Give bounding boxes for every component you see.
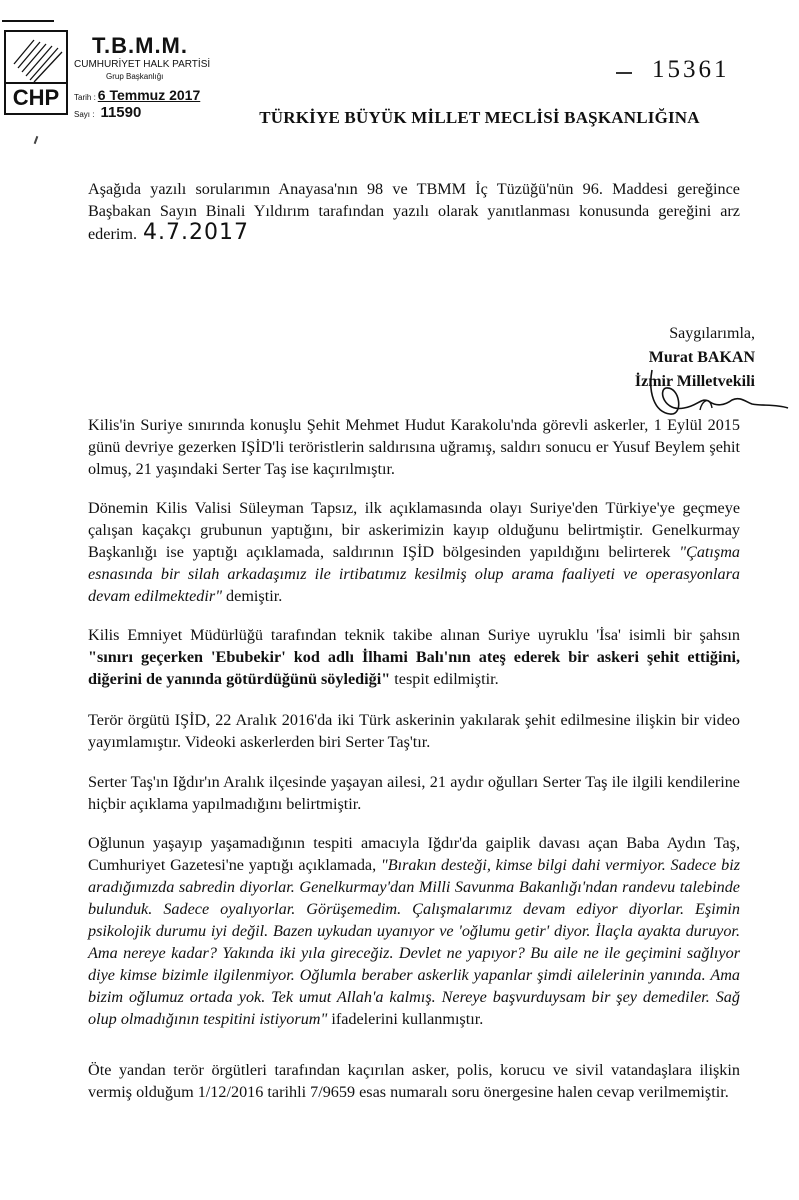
paragraph-6-quote: "Bırakın desteği, kimse bilgi dahi vermiyor. Sadece biz aradığımızda sabredin diyorlar. Genelkurmay'dan Milli Savunma Bakanlığı'ndan randevu talebinde bulunduk. Sadece oyalıyorlar. Görüşemedim. Çalışmalarımız devam ediyor diyorlar. Eşimin psikolojik durumu iyi değil. Bazen uykudan uyanıyor ve 'oğlumu getir' diyor. İlaçla ayakta duruyor. Ama nereye kadar? Yakında iki yıla gireceğiz. Devlet ne yapıyor? Bu aile ne ile geçimini sağlıyor diye kimse bizimle ilgilenmiyor. Oğlumla beraber askerlik yapanlar şimdi ailelerinin yanında. Ama bizim oğlumuz ortada yok. Tek umut Allah'a kalmış. Nereye başvurduysam bir şey demediler. Sağ olup olmadığının tespitini istiyorum" (88, 856, 740, 1028)
date-label: Tarih : (74, 93, 96, 102)
stamp-number: 15361 (652, 56, 730, 83)
paragraph-1: Kilis'in Suriye sınırında konuşlu Şehit Mehmet Hudut Karakolu'nda görevli askerler, 1 Eylül 2015 günü devriye gezerken IŞİD'li teröristlerin saldırısına uğramış, saldırı sonucu er Yusuf Beylem şehit olmuş, 21 yaşındaki Serter Taş ise kaçırılmıştır. (88, 416, 740, 478)
number-value: 11590 (100, 104, 142, 121)
signer-name: Murat BAKAN (648, 349, 755, 366)
party-emblem-icon (10, 34, 66, 84)
number-label: Sayı : (74, 110, 95, 119)
chp-logo (4, 30, 68, 115)
date-row (74, 87, 200, 103)
stamp-dash (616, 72, 632, 74)
intro-text: Aşağıda yazılı sorularımın Anayasa'nın 98 ve TBMM İç Tüzüğü'nün 96. Maddesi gereğince Başbakan Sayın Binali Yıldırım tarafından yazılı olarak yanıtlanması konusunda gereğini arz ederim. (88, 180, 740, 243)
paragraph-3-end: tespit edilmiştir. (390, 670, 499, 688)
paragraph-3 (88, 624, 740, 690)
paragraph-7: Öte yandan terör örgütleri tarafından kaçırılan asker, polis, korucu ve sivil vatandaşlara ilişkin vermiş olduğum 1/12/2016 tarihli 7/9659 esas numaralı soru önergesine halen cevap verilmemiştir. (88, 1061, 740, 1101)
paragraph-6 (88, 832, 740, 1030)
paragraph-4: Terör örgütü IŞİD, 22 Aralık 2016'da iki Türk askerinin yakılarak şehit edilmesine ilişkin bir video yayımlamıştır. Videoki askerlerden biri Serter Taş'tır. (88, 711, 740, 751)
date-value: 6 Temmuz 2017 (97, 87, 201, 103)
handwritten-signature (640, 362, 790, 422)
paragraph-2-text: Dönemin Kilis Valisi Süleyman Tapsız, ilk açıklamasında olayı Suriye'den Türkiye'ye geçmeye çalışan kaçakçı grubunun yaptığını, bir askerimizin kayıp olduğunu belirtmiştir. Genelkurmay Başkanlığı ise yaptığı açıklamada, saldırının IŞİD bölgesinden yapıldığını belirterek (88, 499, 740, 561)
paragraph-3-text: Kilis Emniyet Müdürlüğü tarafından teknik takibe alınan Suriye uyruklu 'İsa' isimli bir şahsın (88, 626, 740, 644)
paragraph-6-text: Oğlunun yaşayıp yaşamadığının tespiti amacıyla Iğdır'da gaiplik davası açan Baba Aydın Taş, Cumhuriyet Gazetesi'ne yaptığı açıklamada, (88, 834, 740, 874)
paragraph-6-end: ifadelerini kullanmıştır. (327, 1010, 484, 1028)
intro-paragraph (88, 178, 740, 245)
margin-mark (34, 136, 39, 144)
closing-text: Saygılarımla, (669, 325, 755, 342)
signer-role: İzmir Milletvekili (634, 373, 755, 390)
group-name: Grup Başkanlığı (106, 72, 164, 81)
paragraph-2-quote: "Çatışma esnasında bir silah arkadaşımız ile irtibatımız kesilmiş olup arama faaliyeti ve operasyonlara devam edilmektedir" (88, 543, 740, 605)
paragraph-2 (88, 497, 740, 607)
document-title: TÜRKİYE BÜYÜK MİLLET MECLİSİ BAŞKANLIĞINA (259, 108, 700, 127)
paragraph-3-bold: "sınırı geçerken 'Ebubekir' kod adlı İlhami Balı'nın ateş ederek bir askeri şehit ettiğini, diğerini de yanında götürdüğünü söylediği" (88, 648, 740, 688)
chp-logo-text: CHP (6, 82, 66, 110)
org-title: T.B.M.M. (92, 33, 188, 58)
paragraph-5: Serter Taş'ın Iğdır'ın Aralık ilçesinde yaşayan ailesi, 21 aydır oğulları Serter Taş ile ilgili kendilerine hiçbir açıklama yapılmadığını belirtmiştir. (88, 773, 740, 813)
paragraph-2-end: demiştir. (222, 587, 283, 605)
corner-rule (2, 20, 54, 22)
party-name: CUMHURİYET HALK PARTİSİ (74, 59, 211, 70)
handwritten-date: 4.7.2017 (143, 220, 249, 245)
